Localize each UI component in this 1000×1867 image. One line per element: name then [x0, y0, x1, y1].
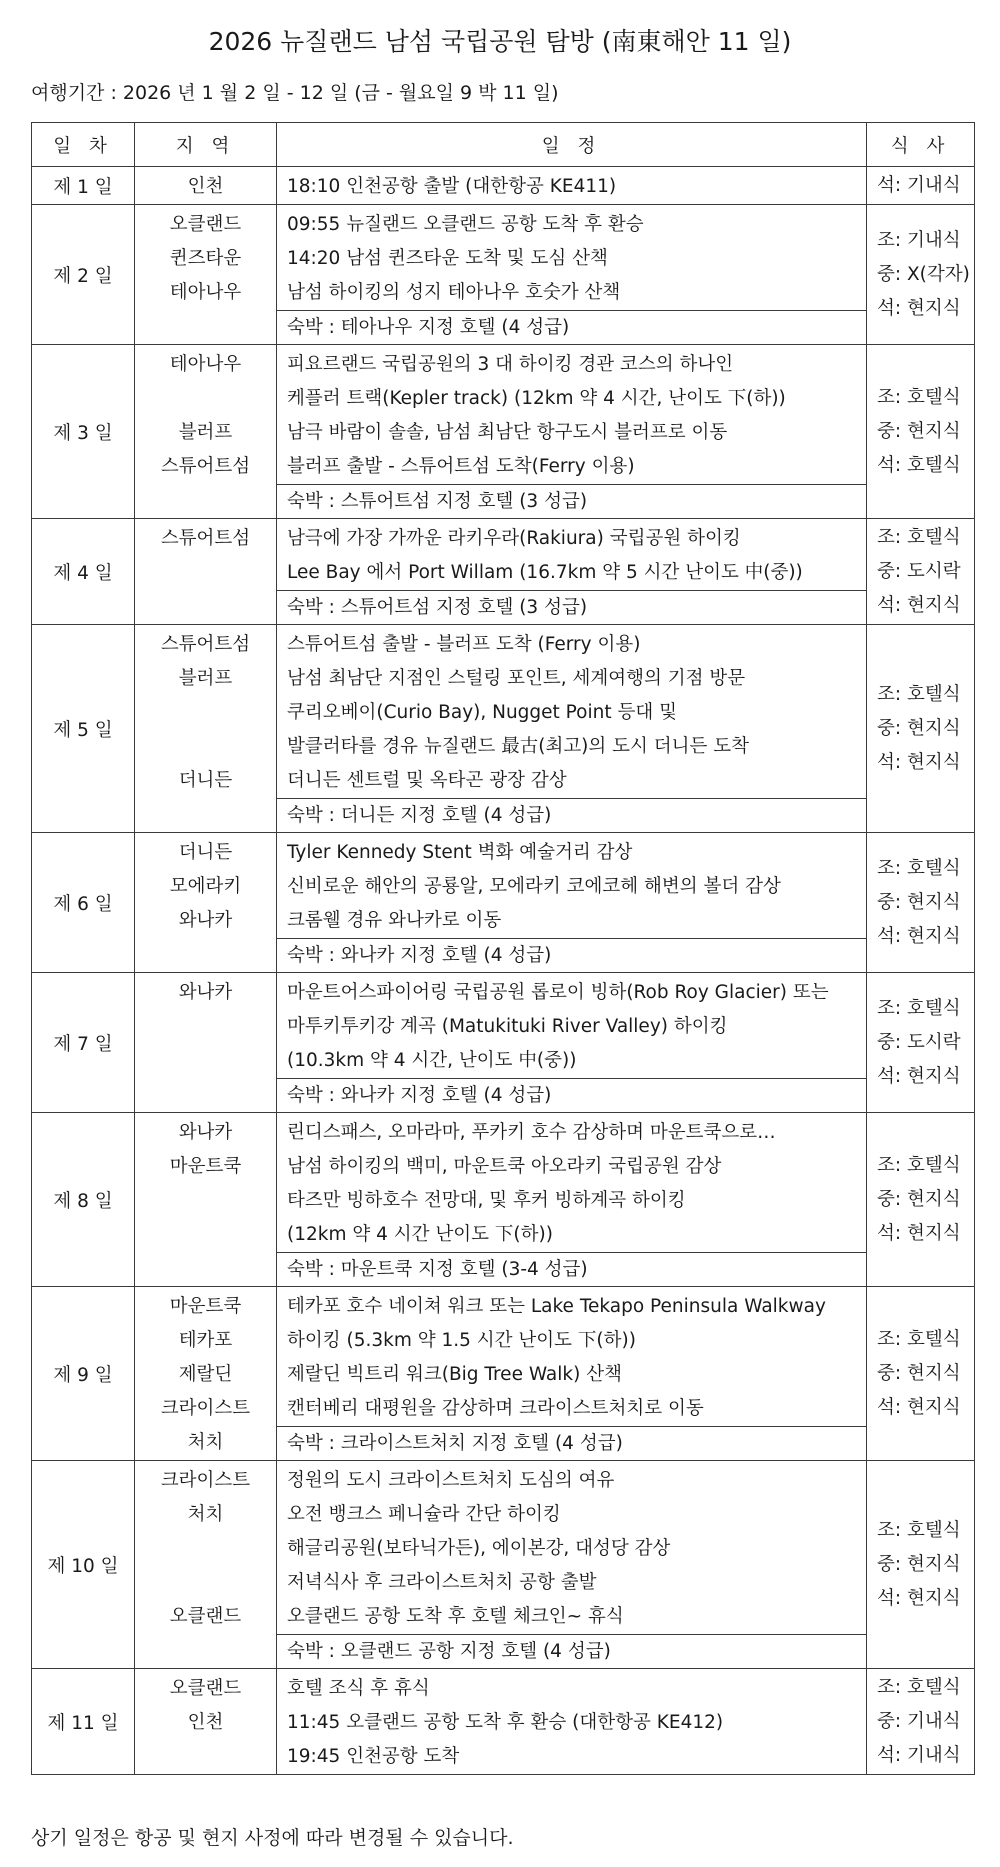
region-name: 퀸즈타운 [169, 248, 242, 269]
meal-line: 조: 호텔식 [877, 526, 961, 548]
activity-line: (10.3km 약 4 시간, 난이도 中(중)) [287, 1050, 577, 1071]
meals-cell [867, 1669, 975, 1775]
meal-line: 중: 도시락 [877, 1031, 961, 1053]
day-row [32, 345, 975, 485]
meal-line: 중: 현지식 [877, 1362, 961, 1384]
region-name: 스튜어트섬 [160, 456, 251, 477]
activity-line: 더니든 센트럴 및 옥타곤 광장 감상 [287, 770, 567, 791]
day-row [32, 205, 975, 311]
activity-line: 피요르랜드 국립공원의 3 대 하이킹 경관 코스의 하나인 [287, 354, 734, 375]
activity-line: 18:10 인천공항 출발 (대한항공 KE411) [287, 176, 617, 197]
activity-line: 남섬 하이킹의 성지 테아나우 호숫가 산책 [287, 282, 621, 303]
activity-line: 남섬 최남단 지점인 스털링 포인트, 세계여행의 기점 방문 [287, 668, 746, 689]
hotel-cell: 숙박 : 와나카 지정 호텔 (4 성급) [277, 1079, 867, 1113]
meal-line: 조: 기내식 [877, 229, 961, 251]
activity-line: Tyler Kennedy Stent 벽화 예술거리 감상 [287, 842, 633, 863]
travel-period: 여행기간 : 2026 년 1 월 2 일 - 12 일 (금 - 월요일 9 박 11 일) [31, 82, 559, 104]
activity-line: 신비로운 해안의 공룡알, 모에라키 코에코헤 해변의 볼더 감상 [287, 876, 781, 897]
hotel-cell: 숙박 : 테아나우 지정 호텔 (4 성급) [277, 311, 867, 345]
region-name: 마운트쿡 [169, 1296, 242, 1317]
region-cell [135, 519, 277, 625]
region-name: 테아나우 [169, 354, 242, 375]
day-row [32, 1113, 975, 1253]
header-row [32, 123, 975, 167]
activity-line: (12km 약 4 시간 난이도 下(하)) [287, 1224, 553, 1245]
region-name: 더니든 [178, 842, 233, 863]
hotel-cell: 숙박 : 스튜어트섬 지정 호텔 (3 성급) [277, 591, 867, 625]
hotel-cell: 숙박 : 오클랜드 공항 지정 호텔 (4 성급) [277, 1635, 867, 1669]
activity-line: 타즈만 빙하호수 전망대, 및 후커 빙하계곡 하이킹 [287, 1190, 686, 1211]
meals-cell [867, 973, 975, 1113]
meals-cell [867, 519, 975, 625]
meals-cell [867, 833, 975, 973]
activity-line: 남극에 가장 가까운 라키우라(Rakiura) 국립공원 하이킹 [287, 528, 741, 549]
region-name: 테카포 [178, 1330, 233, 1351]
hotel-cell: 숙박 : 크라이스트처치 지정 호텔 (4 성급) [277, 1427, 867, 1461]
activity-line: 19:45 인천공항 도착 [287, 1746, 460, 1767]
activity-line: 마투키투키강 계곡 (Matukituki River Valley) 하이킹 [287, 1016, 728, 1037]
region-name [135, 1566, 276, 1600]
activity-line: 09:55 뉴질랜드 오클랜드 공항 도착 후 환승 [287, 214, 644, 235]
meal-line: 중: 현지식 [877, 1188, 961, 1210]
day-cell: 제 2 일 [32, 205, 135, 345]
day-cell: 제 7 일 [32, 973, 135, 1113]
region-name: 크라이스트 [160, 1470, 251, 1491]
activity-line: 저녁식사 후 크라이스트처치 공항 출발 [287, 1572, 597, 1593]
region-name: 블러프 [178, 668, 233, 689]
region-name: 마운트쿡 [169, 1156, 242, 1177]
itinerary-table [31, 122, 975, 1775]
header-schedule: 일 정 [277, 123, 867, 167]
day-row [32, 519, 975, 591]
region-name: 스튜어트섬 [160, 528, 251, 549]
region-name: 오클랜드 [169, 1606, 242, 1627]
meal-line: 석: 현지식 [877, 1396, 961, 1418]
day-cell: 제 3 일 [32, 345, 135, 519]
region-cell [135, 1461, 277, 1669]
meal-line: 조: 호텔식 [877, 683, 961, 705]
day-row [32, 833, 975, 939]
region-name: 와나카 [178, 910, 233, 931]
document-title: 2026 뉴질랜드 남섬 국립공원 탐방 (南東해안 11 일) [208, 27, 792, 56]
meal-line: 조: 호텔식 [877, 386, 961, 408]
hotel-cell: 숙박 : 와나카 지정 호텔 (4 성급) [277, 939, 867, 973]
activities-cell [277, 345, 867, 485]
activity-line: 11:45 오클랜드 공항 도착 후 환승 (대한항공 KE412) [287, 1712, 724, 1733]
meal-line: 중: X(각자) [877, 263, 970, 285]
day-cell: 제 9 일 [32, 1287, 135, 1461]
region-cell [135, 1287, 277, 1461]
meal-line: 석: 기내식 [877, 174, 961, 196]
region-name: 인천 [187, 1712, 224, 1733]
day-cell: 제 4 일 [32, 519, 135, 625]
activities-cell [277, 519, 867, 591]
region-cell [135, 345, 277, 519]
day-row [32, 625, 975, 799]
activity-line: 테카포 호수 네이쳐 워크 또는 Lake Tekapo Peninsula Walkway [287, 1296, 826, 1317]
activities-cell [277, 1287, 867, 1427]
activity-line: 남섬 하이킹의 백미, 마운트쿡 아오라키 국립공원 감상 [287, 1156, 722, 1177]
meal-line: 중: 현지식 [877, 717, 961, 739]
activity-line: 남극 바람이 솔솔, 남섬 최남단 항구도시 블러프로 이동 [287, 422, 728, 443]
meal-line: 석: 현지식 [877, 751, 961, 773]
meal-line: 조: 호텔식 [877, 1328, 961, 1350]
region-name: 오클랜드 [169, 214, 242, 235]
day-row [32, 167, 975, 205]
hotel-cell: 숙박 : 스튜어트섬 지정 호텔 (3 성급) [277, 485, 867, 519]
region-name: 크라이스트 [160, 1398, 251, 1419]
region-name [135, 730, 276, 764]
activity-line: 린디스패스, 오마라마, 푸카키 호수 감상하며 마운트쿡으로… [287, 1122, 776, 1143]
meals-cell [867, 1113, 975, 1287]
activity-line: 오전 뱅크스 페니슐라 간단 하이킹 [287, 1504, 561, 1525]
region-name [135, 1532, 276, 1566]
activity-line: 발클러타를 경유 뉴질랜드 最古(최고)의 도시 더니든 도착 [287, 736, 750, 757]
activity-line: Lee Bay 에서 Port Willam (16.7km 약 5 시간 난이도 中(중)) [287, 562, 803, 583]
activity-line: 쿠리오베이(Curio Bay), Nugget Point 등대 및 [287, 702, 677, 723]
region-name: 제랄딘 [178, 1364, 233, 1385]
activities-cell [277, 833, 867, 939]
meals-cell [867, 625, 975, 833]
region-name: 더니든 [178, 770, 233, 791]
activity-line: 케플러 트랙(Kepler track) (12km 약 4 시간, 난이도 下(하)) [287, 388, 786, 409]
region-name: 블러프 [178, 422, 233, 443]
activity-line: 호텔 조식 후 휴식 [287, 1678, 430, 1699]
header-region: 지 역 [135, 123, 277, 167]
day-cell: 제 10 일 [32, 1461, 135, 1669]
activity-line: 하이킹 (5.3km 약 1.5 시간 난이도 下(하)) [287, 1330, 636, 1351]
meal-line: 중: 현지식 [877, 891, 961, 913]
region-cell [135, 1669, 277, 1775]
region-cell [135, 205, 277, 345]
region-name: 처치 [187, 1504, 224, 1525]
meal-line: 조: 호텔식 [877, 857, 961, 879]
activities-cell [277, 167, 867, 205]
region-name: 테아나우 [169, 282, 242, 303]
activity-line: 오클랜드 공항 도착 후 호텔 체크인~ 휴식 [287, 1606, 624, 1627]
activities-cell [277, 205, 867, 311]
activity-line: 14:20 남섬 퀸즈타운 도착 및 도심 산책 [287, 248, 608, 269]
meal-line: 조: 호텔식 [877, 997, 961, 1019]
meal-line: 중: 기내식 [877, 1710, 961, 1732]
day-row [32, 1461, 975, 1635]
region-cell [135, 167, 277, 205]
region-name: 모에라키 [169, 876, 242, 897]
header-day: 일 차 [32, 123, 135, 167]
meal-line: 조: 호텔식 [877, 1519, 961, 1541]
meal-line: 석: 현지식 [877, 594, 961, 616]
meal-line: 석: 기내식 [877, 1744, 961, 1766]
activities-cell [277, 1113, 867, 1253]
activity-line: 블러프 출발 - 스튜어트섬 도착(Ferry 이용) [287, 456, 635, 477]
meal-line: 중: 도시락 [877, 560, 961, 582]
meals-cell [867, 1287, 975, 1461]
meal-line: 석: 호텔식 [877, 454, 961, 476]
meal-line: 중: 현지식 [877, 1553, 961, 1575]
region-name: 오클랜드 [169, 1678, 242, 1699]
meals-cell [867, 345, 975, 519]
meal-line: 중: 현지식 [877, 420, 961, 442]
hotel-cell: 숙박 : 마운트쿡 지정 호텔 (3-4 성급) [277, 1253, 867, 1287]
day-cell: 제 5 일 [32, 625, 135, 833]
activities-cell [277, 1461, 867, 1635]
activity-line: 스튜어트섬 출발 - 블러프 도착 (Ferry 이용) [287, 634, 641, 655]
activities-cell [277, 973, 867, 1079]
activity-line: 제랄딘 빅트리 워크(Big Tree Walk) 산책 [287, 1364, 622, 1385]
activity-line: 캔터베리 대평원을 감상하며 크라이스트처치로 이동 [287, 1398, 704, 1419]
itinerary-body [32, 167, 975, 1775]
activities-cell [277, 625, 867, 799]
region-name: 스튜어트섬 [160, 634, 251, 655]
region-cell [135, 973, 277, 1113]
region-cell [135, 1113, 277, 1287]
region-name: 처치 [187, 1432, 224, 1453]
meals-cell [867, 1461, 975, 1669]
meals-cell [867, 205, 975, 345]
meals-cell [867, 167, 975, 205]
meal-line: 석: 현지식 [877, 1222, 961, 1244]
hotel-cell: 숙박 : 더니든 지정 호텔 (4 성급) [277, 799, 867, 833]
day-row [32, 973, 975, 1079]
region-name: 와나카 [178, 1122, 233, 1143]
activity-line: 크롬웰 경유 와나카로 이동 [287, 910, 502, 931]
region-name [135, 696, 276, 730]
region-name: 와나카 [178, 982, 233, 1003]
activity-line: 정원의 도시 크라이스트처치 도심의 여유 [287, 1470, 615, 1491]
meal-line: 석: 현지식 [877, 1065, 961, 1087]
meal-line: 조: 호텔식 [877, 1154, 961, 1176]
day-row [32, 1287, 975, 1427]
day-cell: 제 6 일 [32, 833, 135, 973]
activity-line: 마운트어스파이어링 국립공원 롭로이 빙하(Rob Roy Glacier) 또는 [287, 982, 829, 1003]
day-cell: 제 1 일 [32, 167, 135, 205]
region-cell [135, 625, 277, 833]
region-name [135, 382, 276, 416]
activities-cell [277, 1669, 867, 1775]
day-cell: 제 11 일 [32, 1669, 135, 1775]
region-name: 인천 [187, 176, 224, 197]
day-row [32, 1669, 975, 1775]
meal-line: 조: 호텔식 [877, 1676, 961, 1698]
meal-line: 석: 현지식 [877, 1587, 961, 1609]
activity-line: 해글리공원(보타닉가든), 에이본강, 대성당 감상 [287, 1538, 671, 1559]
meal-line: 석: 현지식 [877, 297, 961, 319]
meal-line: 석: 현지식 [877, 925, 961, 947]
region-cell [135, 833, 277, 973]
footnote: 상기 일정은 항공 및 현지 사정에 따라 변경될 수 있습니다. [31, 1827, 514, 1849]
day-cell: 제 8 일 [32, 1113, 135, 1287]
header-meals: 식 사 [867, 123, 975, 167]
